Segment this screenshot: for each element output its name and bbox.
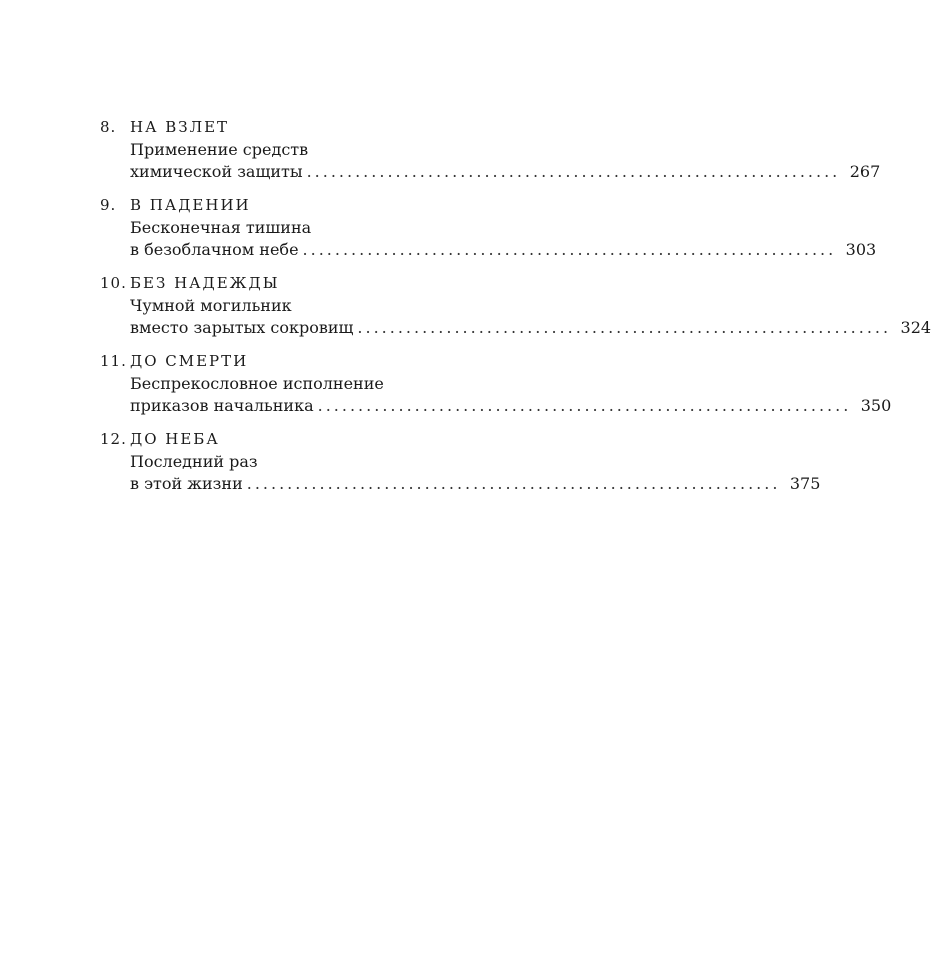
dot-leader: .................................................................. [302,240,837,259]
toc-entry-heading [100,427,520,451]
toc-entry-heading [100,349,520,373]
chapter-subtitle-line: Чумной могильник [130,296,292,315]
dot-leader: .................................................................. [357,318,892,337]
chapter-subtitle-leader-line [130,161,881,183]
chapter-subtitle-line: Последний раз [130,452,258,471]
chapter-subtitle-line: приказов начальника [130,396,314,415]
toc-entry [100,427,821,505]
dot-leader: .................................................................. [306,162,841,181]
chapter-subtitle-leader-line [130,473,821,495]
page-number: 267 [849,162,881,181]
chapter-title: ДО НЕБА [130,430,220,448]
page-number: 324 [900,318,931,337]
chapter-subtitle-line: в безоблачном небе [130,240,299,259]
chapter-number: 9. [100,196,117,214]
table-of-contents [100,115,931,505]
chapter-subtitle-leader-line [130,317,931,339]
chapter-subtitle-line: вместо зарытых сокровищ [130,318,354,337]
chapter-title: ДО СМЕРТИ [130,352,249,370]
chapter-number: 8. [100,118,117,136]
toc-entry-heading [100,115,520,139]
chapter-subtitle-line: в этой жизни [130,474,243,493]
chapter-title: В ПАДЕНИИ [130,196,251,214]
chapter-number: 10. [100,274,127,292]
toc-entry [100,349,892,427]
dot-leader: .................................................................. [246,474,781,493]
toc-entry-heading [100,193,520,217]
chapter-subtitle-line: Применение средств [130,140,309,159]
toc-entry [100,193,877,271]
dot-leader: .................................................................. [317,396,852,415]
chapter-subtitle-leader-line [130,395,892,417]
chapter-title: НА ВЗЛЕТ [130,118,230,136]
toc-entry [100,271,931,349]
toc-entry-heading [100,271,520,295]
chapter-number: 12. [100,430,127,448]
chapter-subtitle-leader-line [130,239,877,261]
chapter-title: БЕЗ НАДЕЖДЫ [130,274,280,292]
page-number: 350 [860,396,892,415]
page-number: 303 [845,240,877,259]
chapter-subtitle-line: Бесконечная тишина [130,218,312,237]
page-number: 375 [789,474,821,493]
chapter-subtitle-line: химической защиты [130,162,303,181]
toc-entry [100,115,881,193]
chapter-subtitle-line: Беспрекословное исполнение [130,374,384,393]
chapter-number: 11. [100,352,127,370]
